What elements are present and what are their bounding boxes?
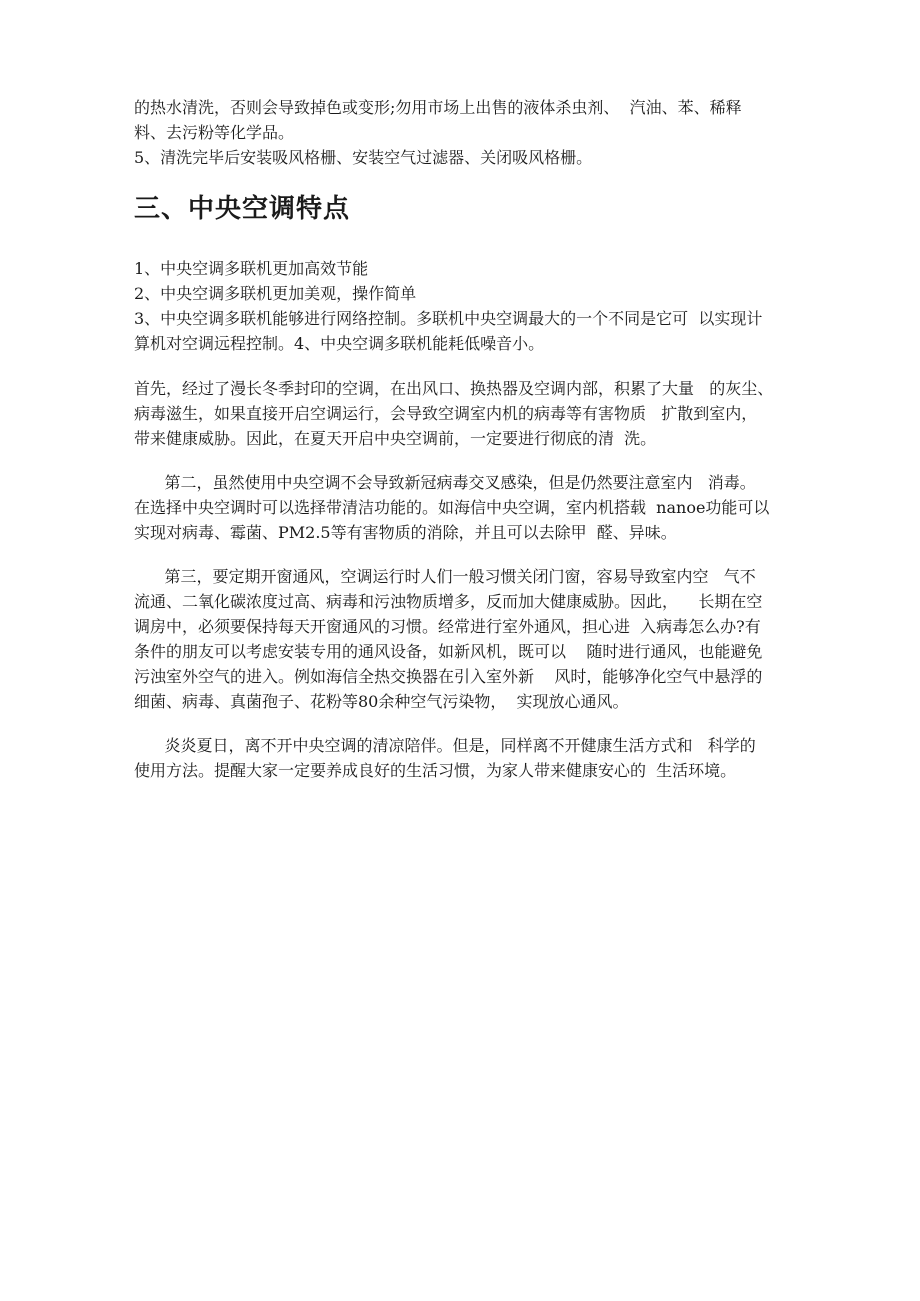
list-item: 2、中央空调多联机更加美观，操作简单 <box>134 284 417 303</box>
top-paragraph <box>134 95 824 170</box>
document-page <box>134 95 824 783</box>
text-line: 条件的朋友可以考虑安装专用的通风设备，如新风机，既可以 随时进行通风，也能避免 <box>134 642 763 661</box>
text-line: 使用方法。提醒大家一定要养成良好的生活习惯，为家人带来健康安心的 生活环境。 <box>134 761 737 780</box>
text-line: 第二，虽然使用中央空调不会导致新冠病毒交叉感染，但是仍然要注意室内 消毒。 <box>134 473 756 492</box>
list-item: 算机对空调远程控制。4、中央空调多联机能耗低噪音小。 <box>134 334 545 353</box>
text-line: 5、清洗完毕后安装吸风格栅、安装空气过滤器、关闭吸风格栅。 <box>134 148 593 167</box>
features-list <box>134 256 824 356</box>
text-line: 流通、二氧化碳浓度过高、病毒和污浊物质增多，反而加大健康威胁。因此， 长期在空 <box>134 592 763 611</box>
text-line: 实现对病毒、霉菌、PM2.5等有害物质的消除，并且可以去除甲 醛、异味。 <box>134 523 677 542</box>
text-line: 污浊室外空气的进入。例如海信全热交换器在引入室外新 风时，能够净化空气中悬浮的 <box>134 667 763 686</box>
text-line: 病毒滋生，如果直接开启空调运行，会导致空调室内机的病毒等有害物质 扩散到室内， <box>134 404 758 423</box>
text-line: 首先，经过了漫长冬季封印的空调，在出风口、换热器及空调内部，积累了大量 的灰尘、 <box>134 379 774 398</box>
text-line: 炎炎夏日，离不开中央空调的清凉陪伴。但是，同样离不开健康生活方式和 科学的 <box>134 736 756 755</box>
text-line: 在选择中央空调时可以选择带清洁功能的。如海信中央空调，室内机搭载 nanoe功能可以 <box>134 498 770 517</box>
text-line: 细菌、病毒、真菌孢子、花粉等80余种空气污染物， 实现放心通风。 <box>134 692 629 711</box>
section-heading: 三、中央空调特点 <box>134 194 351 224</box>
paragraph-second <box>134 470 824 545</box>
paragraph-third <box>134 564 824 714</box>
paragraph-summer <box>134 733 824 783</box>
text-line: 的热水清洗，否则会导致掉色或变形;勿用市场上出售的液体杀虫剂、 汽油、苯、稀释 <box>134 98 742 117</box>
list-item: 3、中央空调多联机能够进行网络控制。多联机中央空调最大的一个不同是它可 以实现计 <box>134 309 763 328</box>
text-line: 带来健康威胁。因此，在夏天开启中央空调前，一定要进行彻底的清 洗。 <box>134 429 657 448</box>
text-line: 调房中，必须要保持每天开窗通风的习惯。经常进行室外通风，担心进 入病毒怎么办?有 <box>134 617 761 636</box>
paragraph-first <box>134 376 824 451</box>
list-item: 1、中央空调多联机更加高效节能 <box>134 259 369 278</box>
text-line: 第三，要定期开窗通风，空调运行时人们一般习惯关闭门窗，容易导致室内空 气不 <box>134 567 756 586</box>
text-line: 料、去污粉等化学品。 <box>134 123 295 142</box>
